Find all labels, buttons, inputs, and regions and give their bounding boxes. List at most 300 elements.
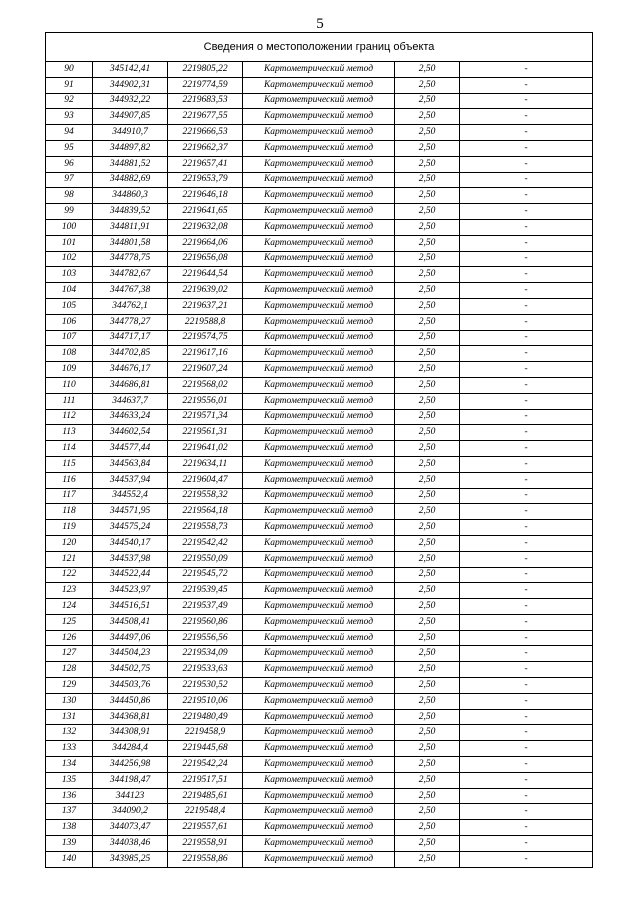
- description-cell: -: [460, 267, 593, 283]
- point-number-cell: 95: [46, 140, 93, 156]
- y-coordinate-cell: 2219458,9: [168, 725, 243, 741]
- x-coordinate-cell: 344717,17: [93, 330, 168, 346]
- x-coordinate-cell: 344368,81: [93, 709, 168, 725]
- table-row: [46, 472, 593, 488]
- x-coordinate-cell: 344897,82: [93, 140, 168, 156]
- x-coordinate-cell: 344503,76: [93, 678, 168, 694]
- method-cell: Картометрический метод: [243, 804, 395, 820]
- x-coordinate-cell: 344860,3: [93, 188, 168, 204]
- description-cell: -: [460, 93, 593, 109]
- point-number-cell: 92: [46, 93, 93, 109]
- y-coordinate-cell: 2219561,31: [168, 425, 243, 441]
- table-row: [46, 520, 593, 536]
- point-number-cell: 121: [46, 551, 93, 567]
- accuracy-cell: 2,50: [395, 188, 460, 204]
- accuracy-cell: 2,50: [395, 393, 460, 409]
- x-coordinate-cell: 344537,94: [93, 472, 168, 488]
- table-row: [46, 820, 593, 836]
- point-number-cell: 122: [46, 567, 93, 583]
- table-body: [46, 62, 593, 868]
- accuracy-cell: 2,50: [395, 646, 460, 662]
- y-coordinate-cell: 2219805,22: [168, 62, 243, 78]
- x-coordinate-cell: 344902,31: [93, 77, 168, 93]
- table-row: [46, 125, 593, 141]
- x-coordinate-cell: 344522,44: [93, 567, 168, 583]
- accuracy-cell: 2,50: [395, 804, 460, 820]
- method-cell: Картометрический метод: [243, 409, 395, 425]
- x-coordinate-cell: 344637,7: [93, 393, 168, 409]
- method-cell: Картометрический метод: [243, 614, 395, 630]
- x-coordinate-cell: 344767,38: [93, 283, 168, 299]
- description-cell: -: [460, 125, 593, 141]
- description-cell: -: [460, 330, 593, 346]
- method-cell: Картометрический метод: [243, 251, 395, 267]
- point-number-cell: 110: [46, 377, 93, 393]
- x-coordinate-cell: 344123: [93, 788, 168, 804]
- x-coordinate-cell: 344523,97: [93, 583, 168, 599]
- x-coordinate-cell: 344508,41: [93, 614, 168, 630]
- accuracy-cell: 2,50: [395, 156, 460, 172]
- description-cell: -: [460, 472, 593, 488]
- accuracy-cell: 2,50: [395, 441, 460, 457]
- table-row: [46, 709, 593, 725]
- table-row: [46, 551, 593, 567]
- accuracy-cell: 2,50: [395, 851, 460, 867]
- method-cell: Картометрический метод: [243, 330, 395, 346]
- x-coordinate-cell: 344702,85: [93, 346, 168, 362]
- x-coordinate-cell: 344308,91: [93, 725, 168, 741]
- point-number-cell: 131: [46, 709, 93, 725]
- y-coordinate-cell: 2219653,79: [168, 172, 243, 188]
- accuracy-cell: 2,50: [395, 741, 460, 757]
- description-cell: -: [460, 109, 593, 125]
- description-cell: -: [460, 204, 593, 220]
- table-row: [46, 346, 593, 362]
- y-coordinate-cell: 2219657,41: [168, 156, 243, 172]
- x-coordinate-cell: 344516,51: [93, 599, 168, 615]
- description-cell: -: [460, 662, 593, 678]
- x-coordinate-cell: 344839,52: [93, 204, 168, 220]
- method-cell: Картометрический метод: [243, 757, 395, 773]
- description-cell: -: [460, 614, 593, 630]
- point-number-cell: 138: [46, 820, 93, 836]
- method-cell: Картометрический метод: [243, 377, 395, 393]
- point-number-cell: 118: [46, 504, 93, 520]
- method-cell: Картометрический метод: [243, 678, 395, 694]
- y-coordinate-cell: 2219557,61: [168, 820, 243, 836]
- y-coordinate-cell: 2219641,02: [168, 441, 243, 457]
- point-number-cell: 134: [46, 757, 93, 773]
- accuracy-cell: 2,50: [395, 788, 460, 804]
- method-cell: Картометрический метод: [243, 77, 395, 93]
- y-coordinate-cell: 2219588,8: [168, 314, 243, 330]
- description-cell: -: [460, 757, 593, 773]
- table-row: [46, 788, 593, 804]
- y-coordinate-cell: 2219533,63: [168, 662, 243, 678]
- x-coordinate-cell: 344633,24: [93, 409, 168, 425]
- x-coordinate-cell: 344504,23: [93, 646, 168, 662]
- accuracy-cell: 2,50: [395, 362, 460, 378]
- y-coordinate-cell: 2219617,16: [168, 346, 243, 362]
- y-coordinate-cell: 2219646,18: [168, 188, 243, 204]
- table-row: [46, 583, 593, 599]
- method-cell: Картометрический метод: [243, 456, 395, 472]
- y-coordinate-cell: 2219558,86: [168, 851, 243, 867]
- table-row: [46, 646, 593, 662]
- description-cell: -: [460, 235, 593, 251]
- point-number-cell: 116: [46, 472, 93, 488]
- description-cell: -: [460, 741, 593, 757]
- table-row: [46, 504, 593, 520]
- x-coordinate-cell: 344450,86: [93, 693, 168, 709]
- description-cell: -: [460, 709, 593, 725]
- accuracy-cell: 2,50: [395, 488, 460, 504]
- table-row: [46, 836, 593, 852]
- table-row: [46, 409, 593, 425]
- x-coordinate-cell: 344497,06: [93, 630, 168, 646]
- x-coordinate-cell: 344256,98: [93, 757, 168, 773]
- x-coordinate-cell: 344881,52: [93, 156, 168, 172]
- description-cell: -: [460, 219, 593, 235]
- method-cell: Картометрический метод: [243, 599, 395, 615]
- method-cell: Картометрический метод: [243, 630, 395, 646]
- description-cell: -: [460, 583, 593, 599]
- table-row: [46, 488, 593, 504]
- table-row: [46, 267, 593, 283]
- method-cell: Картометрический метод: [243, 62, 395, 78]
- accuracy-cell: 2,50: [395, 504, 460, 520]
- y-coordinate-cell: 2219542,24: [168, 757, 243, 773]
- y-coordinate-cell: 2219556,56: [168, 630, 243, 646]
- accuracy-cell: 2,50: [395, 283, 460, 299]
- table-row: [46, 614, 593, 630]
- table-row: [46, 725, 593, 741]
- point-number-cell: 125: [46, 614, 93, 630]
- accuracy-cell: 2,50: [395, 662, 460, 678]
- description-cell: -: [460, 251, 593, 267]
- x-coordinate-cell: 344782,67: [93, 267, 168, 283]
- point-number-cell: 137: [46, 804, 93, 820]
- y-coordinate-cell: 2219548,4: [168, 804, 243, 820]
- point-number-cell: 112: [46, 409, 93, 425]
- description-cell: -: [460, 456, 593, 472]
- x-coordinate-cell: 344602,54: [93, 425, 168, 441]
- y-coordinate-cell: 2219634,11: [168, 456, 243, 472]
- point-number-cell: 96: [46, 156, 93, 172]
- point-number-cell: 133: [46, 741, 93, 757]
- y-coordinate-cell: 2219445,68: [168, 741, 243, 757]
- method-cell: Картометрический метод: [243, 788, 395, 804]
- accuracy-cell: 2,50: [395, 267, 460, 283]
- y-coordinate-cell: 2219574,75: [168, 330, 243, 346]
- y-coordinate-cell: 2219558,91: [168, 836, 243, 852]
- y-coordinate-cell: 2219537,49: [168, 599, 243, 615]
- description-cell: -: [460, 393, 593, 409]
- table-row: [46, 62, 593, 78]
- method-cell: Картометрический метод: [243, 172, 395, 188]
- description-cell: -: [460, 441, 593, 457]
- table-row: [46, 377, 593, 393]
- accuracy-cell: 2,50: [395, 535, 460, 551]
- x-coordinate-cell: 344778,75: [93, 251, 168, 267]
- x-coordinate-cell: 344198,47: [93, 772, 168, 788]
- x-coordinate-cell: 344090,2: [93, 804, 168, 820]
- accuracy-cell: 2,50: [395, 725, 460, 741]
- y-coordinate-cell: 2219558,73: [168, 520, 243, 536]
- method-cell: Картометрический метод: [243, 520, 395, 536]
- accuracy-cell: 2,50: [395, 583, 460, 599]
- method-cell: Картометрический метод: [243, 125, 395, 141]
- table-row: [46, 693, 593, 709]
- table-title: Сведения о местоположении границ объекта: [46, 33, 593, 62]
- method-cell: Картометрический метод: [243, 535, 395, 551]
- point-number-cell: 93: [46, 109, 93, 125]
- point-number-cell: 135: [46, 772, 93, 788]
- accuracy-cell: 2,50: [395, 314, 460, 330]
- table-row: [46, 283, 593, 299]
- method-cell: Картометрический метод: [243, 298, 395, 314]
- point-number-cell: 100: [46, 219, 93, 235]
- y-coordinate-cell: 2219641,65: [168, 204, 243, 220]
- point-number-cell: 119: [46, 520, 93, 536]
- table-row: [46, 109, 593, 125]
- accuracy-cell: 2,50: [395, 567, 460, 583]
- x-coordinate-cell: 344577,44: [93, 441, 168, 457]
- method-cell: Картометрический метод: [243, 204, 395, 220]
- method-cell: Картометрический метод: [243, 646, 395, 662]
- accuracy-cell: 2,50: [395, 219, 460, 235]
- table-row: [46, 804, 593, 820]
- description-cell: -: [460, 520, 593, 536]
- y-coordinate-cell: 2219607,24: [168, 362, 243, 378]
- y-coordinate-cell: 2219545,72: [168, 567, 243, 583]
- accuracy-cell: 2,50: [395, 772, 460, 788]
- y-coordinate-cell: 2219664,06: [168, 235, 243, 251]
- point-number-cell: 90: [46, 62, 93, 78]
- point-number-cell: 111: [46, 393, 93, 409]
- point-number-cell: 127: [46, 646, 93, 662]
- description-cell: -: [460, 156, 593, 172]
- x-coordinate-cell: 344811,91: [93, 219, 168, 235]
- point-number-cell: 140: [46, 851, 93, 867]
- x-coordinate-cell: 344778,27: [93, 314, 168, 330]
- x-coordinate-cell: 344882,69: [93, 172, 168, 188]
- description-cell: -: [460, 725, 593, 741]
- y-coordinate-cell: 2219683,53: [168, 93, 243, 109]
- accuracy-cell: 2,50: [395, 140, 460, 156]
- y-coordinate-cell: 2219774,59: [168, 77, 243, 93]
- y-coordinate-cell: 2219558,32: [168, 488, 243, 504]
- description-cell: -: [460, 599, 593, 615]
- point-number-cell: 91: [46, 77, 93, 93]
- accuracy-cell: 2,50: [395, 409, 460, 425]
- y-coordinate-cell: 2219539,45: [168, 583, 243, 599]
- x-coordinate-cell: 344801,58: [93, 235, 168, 251]
- table-row: [46, 425, 593, 441]
- x-coordinate-cell: 344284,4: [93, 741, 168, 757]
- description-cell: -: [460, 188, 593, 204]
- description-cell: -: [460, 504, 593, 520]
- point-number-cell: 128: [46, 662, 93, 678]
- y-coordinate-cell: 2219530,52: [168, 678, 243, 694]
- point-number-cell: 115: [46, 456, 93, 472]
- method-cell: Картометрический метод: [243, 772, 395, 788]
- description-cell: -: [460, 172, 593, 188]
- description-cell: -: [460, 77, 593, 93]
- y-coordinate-cell: 2219564,18: [168, 504, 243, 520]
- y-coordinate-cell: 2219560,86: [168, 614, 243, 630]
- point-number-cell: 117: [46, 488, 93, 504]
- method-cell: Картометрический метод: [243, 93, 395, 109]
- description-cell: -: [460, 346, 593, 362]
- description-cell: -: [460, 298, 593, 314]
- accuracy-cell: 2,50: [395, 551, 460, 567]
- point-number-cell: 99: [46, 204, 93, 220]
- accuracy-cell: 2,50: [395, 77, 460, 93]
- x-coordinate-cell: 344932,22: [93, 93, 168, 109]
- y-coordinate-cell: 2219677,55: [168, 109, 243, 125]
- description-cell: -: [460, 535, 593, 551]
- x-coordinate-cell: 344038,46: [93, 836, 168, 852]
- table-row: [46, 662, 593, 678]
- table-row: [46, 851, 593, 867]
- accuracy-cell: 2,50: [395, 520, 460, 536]
- table-row: [46, 219, 593, 235]
- description-cell: -: [460, 804, 593, 820]
- point-number-cell: 101: [46, 235, 93, 251]
- accuracy-cell: 2,50: [395, 630, 460, 646]
- method-cell: Картометрический метод: [243, 267, 395, 283]
- method-cell: Картометрический метод: [243, 725, 395, 741]
- x-coordinate-cell: 343985,25: [93, 851, 168, 867]
- table-row: [46, 567, 593, 583]
- point-number-cell: 107: [46, 330, 93, 346]
- x-coordinate-cell: 344571,95: [93, 504, 168, 520]
- point-number-cell: 97: [46, 172, 93, 188]
- description-cell: -: [460, 377, 593, 393]
- method-cell: Картометрический метод: [243, 709, 395, 725]
- table-row: [46, 393, 593, 409]
- accuracy-cell: 2,50: [395, 614, 460, 630]
- point-number-cell: 108: [46, 346, 93, 362]
- method-cell: Картометрический метод: [243, 741, 395, 757]
- accuracy-cell: 2,50: [395, 425, 460, 441]
- table-row: [46, 456, 593, 472]
- y-coordinate-cell: 2219510,06: [168, 693, 243, 709]
- method-cell: Картометрический метод: [243, 109, 395, 125]
- point-number-cell: 130: [46, 693, 93, 709]
- table-row: [46, 630, 593, 646]
- accuracy-cell: 2,50: [395, 62, 460, 78]
- method-cell: Картометрический метод: [243, 820, 395, 836]
- accuracy-cell: 2,50: [395, 93, 460, 109]
- y-coordinate-cell: 2219517,51: [168, 772, 243, 788]
- description-cell: -: [460, 62, 593, 78]
- method-cell: Картометрический метод: [243, 488, 395, 504]
- point-number-cell: 102: [46, 251, 93, 267]
- page-number: 5: [316, 16, 324, 32]
- table-row: [46, 535, 593, 551]
- method-cell: Картометрический метод: [243, 140, 395, 156]
- description-cell: -: [460, 488, 593, 504]
- y-coordinate-cell: 2219485,61: [168, 788, 243, 804]
- description-cell: -: [460, 425, 593, 441]
- x-coordinate-cell: 344563,84: [93, 456, 168, 472]
- table-row: [46, 362, 593, 378]
- y-coordinate-cell: 2219666,53: [168, 125, 243, 141]
- point-number-cell: 105: [46, 298, 93, 314]
- method-cell: Картометрический метод: [243, 472, 395, 488]
- accuracy-cell: 2,50: [395, 377, 460, 393]
- table-row: [46, 204, 593, 220]
- accuracy-cell: 2,50: [395, 172, 460, 188]
- accuracy-cell: 2,50: [395, 109, 460, 125]
- method-cell: Картометрический метод: [243, 504, 395, 520]
- table-row: [46, 330, 593, 346]
- accuracy-cell: 2,50: [395, 836, 460, 852]
- table-row: [46, 772, 593, 788]
- point-number-cell: 103: [46, 267, 93, 283]
- table-row: [46, 757, 593, 773]
- description-cell: -: [460, 678, 593, 694]
- method-cell: Картометрический метод: [243, 425, 395, 441]
- point-number-cell: 129: [46, 678, 93, 694]
- x-coordinate-cell: 344073,47: [93, 820, 168, 836]
- description-cell: -: [460, 362, 593, 378]
- accuracy-cell: 2,50: [395, 456, 460, 472]
- table-row: [46, 172, 593, 188]
- y-coordinate-cell: 2219480,49: [168, 709, 243, 725]
- accuracy-cell: 2,50: [395, 709, 460, 725]
- description-cell: -: [460, 551, 593, 567]
- x-coordinate-cell: 344907,85: [93, 109, 168, 125]
- point-number-cell: 124: [46, 599, 93, 615]
- method-cell: Картометрический метод: [243, 662, 395, 678]
- table-row: [46, 93, 593, 109]
- accuracy-cell: 2,50: [395, 298, 460, 314]
- point-number-cell: 136: [46, 788, 93, 804]
- accuracy-cell: 2,50: [395, 693, 460, 709]
- description-cell: -: [460, 567, 593, 583]
- method-cell: Картометрический метод: [243, 441, 395, 457]
- method-cell: Картометрический метод: [243, 393, 395, 409]
- point-number-cell: 126: [46, 630, 93, 646]
- method-cell: Картометрический метод: [243, 583, 395, 599]
- table-row: [46, 298, 593, 314]
- point-number-cell: 113: [46, 425, 93, 441]
- accuracy-cell: 2,50: [395, 599, 460, 615]
- x-coordinate-cell: 344762,1: [93, 298, 168, 314]
- description-cell: -: [460, 836, 593, 852]
- method-cell: Картометрический метод: [243, 235, 395, 251]
- table-row: [46, 188, 593, 204]
- x-coordinate-cell: 344537,98: [93, 551, 168, 567]
- x-coordinate-cell: 344910,7: [93, 125, 168, 141]
- method-cell: Картометрический метод: [243, 219, 395, 235]
- method-cell: Картометрический метод: [243, 836, 395, 852]
- table-row: [46, 156, 593, 172]
- table-row: [46, 140, 593, 156]
- point-number-cell: 104: [46, 283, 93, 299]
- method-cell: Картометрический метод: [243, 851, 395, 867]
- y-coordinate-cell: 2219542,42: [168, 535, 243, 551]
- table-row: [46, 678, 593, 694]
- description-cell: -: [460, 630, 593, 646]
- x-coordinate-cell: 345142,41: [93, 62, 168, 78]
- accuracy-cell: 2,50: [395, 330, 460, 346]
- method-cell: Картометрический метод: [243, 567, 395, 583]
- accuracy-cell: 2,50: [395, 251, 460, 267]
